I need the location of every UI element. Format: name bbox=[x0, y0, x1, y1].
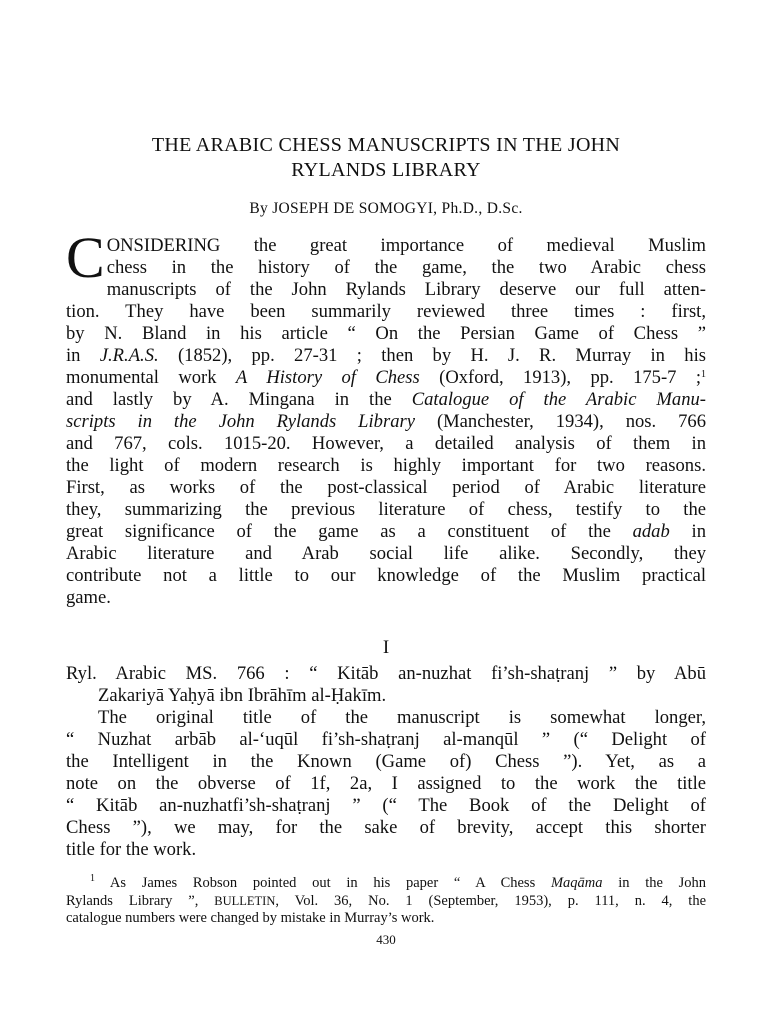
text-line: monumental work A History of Chess (Oxford, 1913), pp. 175-7 ;$^1$ bbox=[66, 367, 706, 388]
section-1 bbox=[66, 663, 706, 861]
text-line: game. bbox=[66, 587, 111, 608]
footnote-mark: 1 bbox=[90, 873, 95, 884]
text-line: title for the work. bbox=[66, 839, 197, 860]
footnote-line: catalogue numbers were changed by mistake in Murray’s work. bbox=[66, 910, 435, 926]
text-line: “ Nuzhat arbāb al-‘uqūl fi’sh-shaṭranj al-manqūl ” (“ Delight of bbox=[66, 729, 706, 750]
author-name: JOSEPH DE SOMOGYI, bbox=[272, 200, 438, 217]
term-adab: adab bbox=[632, 521, 670, 542]
text-line: scripts in the John Rylands Library (Manchester, 1934), nos. 766 bbox=[66, 411, 706, 432]
journal-bulletin: BULLETIN bbox=[214, 893, 276, 908]
byline-by: By bbox=[249, 200, 269, 217]
text-line: and lastly by A. Mingana in the Catalogue of the Arabic Manu- bbox=[66, 389, 706, 410]
text-line: tion. They have been summarily reviewed three times : first, bbox=[66, 301, 706, 322]
text-line: manuscripts of the John Rylands Library deserve our full atten- bbox=[106, 279, 706, 300]
footnote-line: $^1$ As James Robson pointed out in his paper “ A Chess Maqāma in the John bbox=[90, 873, 707, 891]
catalogue-title: scripts in the John Rylands Library bbox=[66, 411, 416, 432]
text-line: by N. Bland in his article “ On the Persian Game of Chess ” bbox=[66, 323, 706, 344]
text-line: Arabic literature and Arab social life alike. Secondly, they bbox=[66, 543, 706, 564]
byline bbox=[66, 199, 706, 219]
text-line: great significance of the game as a constituent of the adab in bbox=[66, 521, 706, 542]
footnote-line: Rylands Library ”, BULLETIN, Vol. 36, No. 1 (September, 1953), p. 111, n. 4, the bbox=[66, 892, 707, 909]
article-title bbox=[66, 133, 706, 183]
drop-cap: C bbox=[66, 225, 105, 290]
title-line-2: RYLANDS LIBRARY bbox=[291, 159, 481, 181]
text-line: First, as works of the post-classical period of Arabic literature bbox=[66, 477, 706, 498]
catalogue-title: Catalogue of the Arabic Manu- bbox=[411, 389, 706, 410]
term-maqama: Maqāma bbox=[550, 875, 603, 891]
text-line: note on the obverse of 1f, 2a, I assigned to the work the title bbox=[66, 773, 706, 794]
text-line: the light of modern research is highly important for two reasons. bbox=[66, 455, 706, 476]
author-degree-dsc: D.Sc. bbox=[486, 200, 523, 217]
footnote bbox=[66, 875, 706, 928]
section-numeral: I bbox=[382, 637, 390, 658]
text-line: ONSIDERING the great importance of medieval Muslim bbox=[106, 235, 706, 256]
text-line: the Intelligent in the Known (Game of) Chess ”). Yet, as a bbox=[66, 751, 706, 772]
text-line: Chess ”), we may, for the sake of brevity, accept this shorter bbox=[66, 817, 706, 838]
footnote-ref: 1 bbox=[701, 369, 706, 380]
text-line: chess in the history of the game, the two Arabic chess bbox=[106, 257, 706, 278]
text-line: “ Kitāb an-nuzhatfi’sh-shaṭranj ” (“ The Book of the Delight of bbox=[66, 795, 706, 816]
journal-abbrev: J.R.A.S. bbox=[99, 345, 159, 366]
intro-paragraph bbox=[66, 225, 706, 609]
title-line-1: THE ARABIC CHESS MANUSCRIPTS IN THE JOHN bbox=[151, 134, 621, 156]
text-line: contribute not a little to our knowledge of the Muslim practical bbox=[66, 565, 706, 586]
text-line: The original title of the manuscript is somewhat longer, bbox=[98, 707, 706, 728]
text-line: in J.R.A.S. (1852), pp. 27-31 ; then by H. J. R. Murray in his bbox=[66, 345, 706, 366]
text-line: and 767, cols. 1015-20. However, a detailed analysis of them in bbox=[66, 433, 706, 454]
manuscript-heading-line: Ryl. Arabic MS. 766 : “ Kitāb an-nuzhat fi’sh-shaṭranj ” by Abū bbox=[66, 663, 706, 684]
page-number: 430 bbox=[376, 932, 396, 947]
book-title: A History of Chess bbox=[235, 367, 420, 388]
text-line: they, summarizing the previous literature of chess, testify to the bbox=[66, 499, 706, 520]
manuscript-heading-line: Zakariyā Yaḥyā ibn Ibrāhīm al-Ḥakīm. bbox=[98, 685, 387, 706]
author-degree-phd: Ph.D., bbox=[441, 200, 483, 217]
